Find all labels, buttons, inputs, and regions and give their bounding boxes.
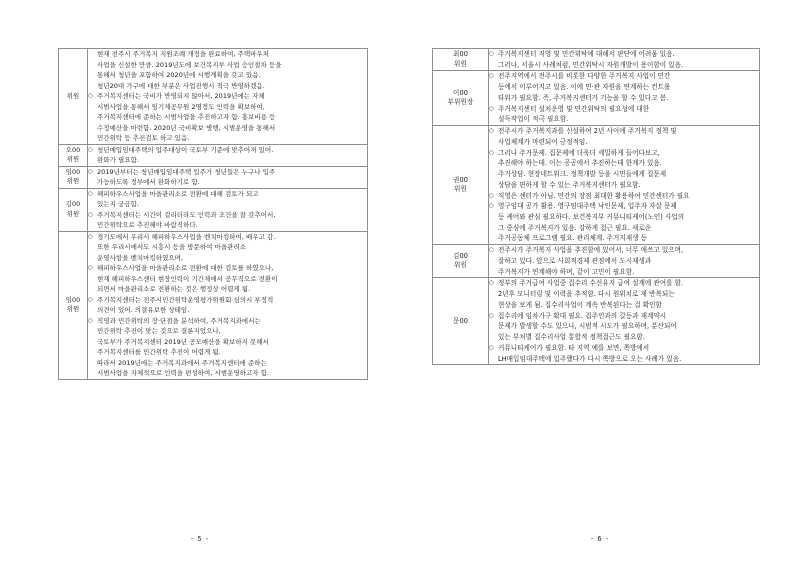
remark-line: 있는지 궁금함. — [97, 200, 139, 209]
remark-line: 등 케어와 관심 필요하다. 보건복지부 커뮤니티케어(노인) 사업의 — [498, 213, 685, 222]
remark-item — [489, 104, 759, 125]
table-row — [59, 144, 368, 166]
remark-line: 가능하도록 정부에서 완화하기로 함. — [97, 178, 200, 187]
remarks-cell — [489, 245, 760, 278]
remark-line: 상담을 편하게 할 수 있는 주거복지센터가 필요함. — [498, 180, 641, 189]
page-number-left: - 5 - — [190, 535, 210, 543]
speaker-cell: 권00 위원 — [433, 126, 489, 245]
remark-item — [489, 278, 759, 310]
minutes-table-left — [58, 48, 368, 380]
remark-line: ○ 그러나 주거문제. 집문제에 더욱더 세밀하게 들어다보고, — [498, 148, 660, 157]
remarks-cell — [88, 166, 368, 188]
remark-line: 주거복지센터에 준하는 시범사업을 추진하고자 함. 홍보비용 등 — [97, 113, 276, 122]
remark-line: 수정예산을 마련함. 2020년 국비확보 병행, 시범운영을 통해서 — [97, 123, 276, 132]
remark-line: 추진해야 하는데. 이는 공공에서 추진하는데 한계가 있음. — [498, 159, 662, 168]
remark-line: ○ 전주시가 주거복지 사업을 추진함에 있어서, 너무 애쓰고 있으며, — [498, 246, 684, 255]
remark-line: ○ 해피하우스사업을 마을관리소로 전환에 대해 검토가 되고 — [97, 189, 259, 198]
remarks-list — [88, 145, 367, 166]
remark-item — [88, 232, 367, 264]
remarks-list — [489, 49, 759, 70]
remarks-list — [489, 71, 759, 125]
remark-line: LH매입임대주택에 입주했다가 다시 쪽방으로 오는 사례가 있음. — [498, 354, 682, 363]
minutes-table-right — [432, 48, 760, 365]
remark-line: 현재 해피하우스센터 현장인력이 기간제에서 공무직으로 전환이 — [97, 274, 278, 283]
remarks-list — [88, 49, 367, 144]
remark-item — [88, 210, 367, 231]
remark-item — [489, 49, 759, 70]
remarks-cell — [489, 49, 760, 71]
remark-line: ○ 주거복지센터는 시간이 걸리더라도 인력과 조건을 잘 갖추어서, — [97, 210, 276, 219]
remark-line: 현재 전주시 주거복지 지원조례 개정을 완료하여, 주택바우처 — [97, 50, 270, 58]
page-number-right: - 6 - — [590, 535, 610, 543]
remark-line: ○ 전주시가 주거복지과를 신설하여 2년 사이에 주거복지 정책 및 — [498, 127, 677, 136]
table-row — [59, 231, 368, 379]
remark-item — [88, 295, 367, 316]
remarks-cell — [88, 49, 368, 145]
remark-line: 주거복지가 연계해야 하며, 같이 고민이 필요함. — [498, 267, 635, 276]
remark-line: 완화가 필요함. — [97, 156, 139, 165]
remark-line: 타워가 필요함. 즉, 주거복지센터가 기능을 할 수 있다고 봄. — [498, 93, 669, 102]
remarks-cell — [489, 71, 760, 126]
remark-line: 청년20대 가구에 대한 부분은 사업진행시 적극 반영하겠음. — [97, 81, 265, 90]
remark-item — [88, 316, 367, 379]
remarks-cell — [88, 188, 368, 231]
remark-line: ○ 주거복지센터는 전주시민간위탁운영평가위원회 심의시 부정적 — [97, 295, 274, 304]
table-row — [433, 49, 760, 71]
table-row — [59, 49, 368, 145]
remark-line: 의견이 있어. 의결유보한 상태임. — [97, 306, 190, 315]
speaker-cell: 김00 위원 — [433, 245, 489, 278]
remarks-cell — [489, 126, 760, 245]
page-left-content — [58, 48, 368, 380]
remark-line: 국토부가 주거복지센터 2019년 공모예산을 확보하지 못해서 — [97, 337, 269, 346]
remarks-cell — [88, 144, 368, 166]
table-row — [433, 71, 760, 126]
speaker-cell: 최00 위원 — [433, 49, 489, 71]
remark-item — [88, 167, 367, 188]
remark-line: ○ 주거복지센터 설치운영 및 민간위탁의 필요성에 대한 — [498, 104, 650, 113]
remark-line: 되면서 마을관리소로 전환하는 것은 행정상 어렵게 됨. — [97, 285, 251, 294]
remark-line: 설득작업이 적극 필요함. — [498, 115, 569, 124]
remark-line: 그 중심에 주거복지가 있음. 강하게 접근 필요. 새로운 — [498, 223, 652, 232]
remark-line: ○ 커뮤니티케어가 필요함. 타 지역 예를 보면, 쪽방에서 — [498, 343, 650, 352]
remark-line: 그러나, 서울시 사례처럼, 민간위탁시 자원개발이 용이함이 있음. — [498, 60, 684, 69]
speaker-cell: 오00 위원 — [59, 144, 88, 166]
remark-item — [88, 49, 367, 91]
remark-line: 시범사업을 통해서 임기제공무원 2명정도 인력을 확보하여, — [97, 102, 265, 111]
remark-line: 주거상담. 현장네트워크. 정책개발 등을 시민들에게 집문제 — [498, 170, 667, 179]
table-row — [433, 126, 760, 245]
remark-item — [489, 201, 759, 244]
speaker-cell: 이00 부위원장 — [433, 71, 489, 126]
remark-item — [489, 126, 759, 147]
remark-line: 주거복지센터를 민간위탁 추진이 어렵게 됨. — [97, 348, 221, 357]
remark-line: ○ 직영과 민간위탁의 장·단점을 분석하여, 주거복지과에서는 — [97, 316, 261, 325]
table-row — [433, 245, 760, 278]
page-right-content — [432, 48, 760, 365]
remark-item — [88, 189, 367, 210]
remark-line: 등에서 이루어지고 있음. 이에 민·관 자원을 연계하는 컨트롤 — [498, 83, 671, 92]
table-row — [433, 278, 760, 365]
minutes-table-right-body — [433, 49, 760, 365]
remark-line: ○ 직영은 센터가 아님. 민간의 장점 최대한 활용하여 민간센터가 필요 — [498, 191, 690, 200]
speaker-cell: 임00 위원 — [59, 166, 88, 188]
remark-line: 통해서 청년을 포함하여 2020년에 시행계획을 갖고 있음. — [97, 71, 261, 80]
remark-item — [489, 148, 759, 191]
remark-line: ○ 해피하우스사업을 마을관리소로 전환에 대한 검토를 하였으나, — [97, 264, 274, 273]
remark-line: 민간위탁으로 추진해야 바람직하다. — [97, 221, 198, 230]
remark-line: 있는 부처별 집수리사업 통합적 정책접근도 필요함. — [498, 333, 645, 342]
remark-item — [489, 311, 759, 343]
remark-line: 민간위탁 등 추진검토 하고 있음. — [97, 134, 190, 143]
remark-line: 따라서 2019년에는 주거복지과에서 주거복지센터에 준하는 — [97, 358, 267, 367]
remarks-list — [489, 278, 759, 364]
remark-line: 운영사항을 벤치마킹하였으며, — [97, 253, 184, 262]
remarks-list — [88, 189, 367, 231]
remark-line: ○ 2019년부터는 청년매입임대주택 입주가 청년들은 누구나 입주 — [97, 167, 276, 176]
remark-line: 시범사업을 자체적으로 인력을 편성하여, 시범운영하고자 함. — [97, 369, 270, 378]
remark-line: ○ 주거복지센터 직영 및 민간위탁에 대해서 판단에 어려움 있음. — [498, 50, 675, 58]
remarks-list — [88, 167, 367, 188]
table-row — [59, 166, 368, 188]
remark-line: ○ 경기도에서 우리시 해피하우스사업을 벤치마킹하여, 배우고 감. — [97, 232, 276, 241]
remark-line: 사업을 신설한 만큼. 2019년도에 보건복지부 사업 승인절차 등을 — [97, 60, 282, 69]
speaker-cell: 문00 — [433, 278, 489, 365]
remark-line: 2년후 모니터링 및 이력을 추적함. 다시 원위치로 재 반복되는 — [498, 290, 675, 299]
remark-line: ○ 청년매입임대주택의 입주대상이 국토부 기준에 맞추어져 있어. — [97, 145, 274, 154]
remarks-list — [88, 232, 367, 379]
speaker-cell: 위원 — [59, 49, 88, 145]
remark-line: ○ 영구임대 공가 활용. 영구임대주택 낙인문제, 입주자 자살 문제 — [498, 202, 677, 211]
remark-line: 현상을 보게 됨. 집수리사업이 계속 반복된다는 걸 확인함 — [498, 300, 662, 309]
remark-line: 주거공동체 프로그램 필요. 관리체계. 주거지재생 등 — [498, 234, 647, 243]
remarks-cell — [88, 231, 368, 379]
remark-item — [489, 343, 759, 364]
remark-line: ○ 정부의 주거급여 사업중 집수리 수선유지 급여 설계에 관여를 함. — [498, 279, 684, 288]
remark-line: 민간위탁 추진이 맞는 것으로 결론지었으나, — [97, 327, 221, 336]
remark-item — [489, 71, 759, 103]
speaker-cell: 김00 위원 — [59, 188, 88, 231]
remark-item — [489, 245, 759, 277]
remarks-cell — [489, 278, 760, 365]
remark-item — [88, 145, 367, 166]
remark-line: 사업체계가 마련되어 긍정적임. — [498, 137, 588, 146]
speaker-cell: 임00 위원 — [59, 231, 88, 379]
remark-line: 잘하고 있다. 앞으로 사회적경제 관점에서 도시재생과 — [498, 256, 652, 265]
remark-item — [88, 263, 367, 295]
remark-item — [489, 191, 759, 202]
remark-item — [88, 91, 367, 144]
remark-line: 또한 우리시에서도 시흥시 등을 방문하여 마을관리소 — [97, 243, 247, 252]
remarks-list — [489, 245, 759, 277]
page-right — [400, 0, 800, 565]
minutes-table-left-body — [59, 49, 368, 380]
remarks-list — [489, 126, 759, 244]
remark-line: ○ 집수리에 임차가구 확대 필요. 집주인과의 갈등과 재계약시 — [498, 311, 667, 320]
remark-line: 문제가 발생할 수도 있으나, 시범적 시도가 필요하며, 분산되어 — [498, 322, 677, 331]
table-row — [59, 188, 368, 231]
remark-line: ○ 주거복지센터는 국비가 반영되지 않아서, 2019년에는 자체 — [97, 92, 265, 101]
remark-line: ○ 전주지역에서 전주시를 비롯한 다양한 주거복지 사업이 민간 — [498, 72, 671, 81]
